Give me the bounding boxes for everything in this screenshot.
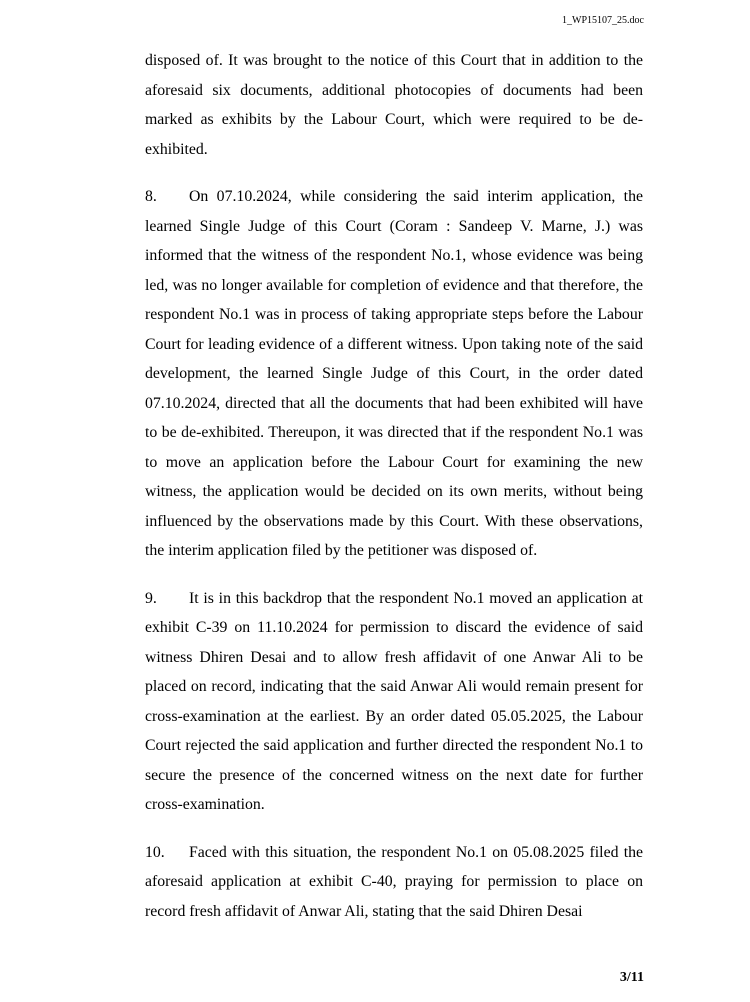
- paragraph-continuation: [145, 46, 643, 164]
- paragraph-9: [145, 584, 643, 820]
- document-body: [145, 46, 643, 944]
- paragraph-text: Faced with this situation, the respondent No.1 on 05.08.2025 filed the aforesaid application at exhibit C-40, praying for permission to place on record fresh affidavit of Anwar Ali, stating that the said Dhiren Desai: [145, 843, 643, 920]
- page-number: 3/11: [619, 970, 644, 985]
- paragraph-10: [145, 838, 643, 927]
- document-file-reference: 1_WP15107_25.doc: [562, 15, 644, 26]
- paragraph-number: 10.: [145, 843, 165, 861]
- paragraph-text: disposed of. It was brought to the notice of this Court that in addition to the aforesaid six documents, additional photocopies of documents had been marked as exhibits by the Labour Court, which were required to be de-exhibited.: [145, 52, 643, 158]
- paragraph-number: 8.: [145, 188, 157, 205]
- paragraph-number: 9.: [145, 589, 157, 607]
- paragraph-8: [145, 182, 643, 566]
- paragraph-text: It is in this backdrop that the respondent No.1 moved an application at exhibit C-39 on 11.10.2024 for permission to discard the evidence of said witness Dhiren Desai and to allow fresh affidavit of one Anwar Ali to be placed on record, indicating that the said Anwar Ali would remain present for cross-examination at the earliest. By an order dated 05.05.2025, the Labour Court rejected the said application and further directed the respondent No.1 to secure the presence of the concerned witness on the next date for further cross-examination.: [145, 589, 643, 813]
- paragraph-text: On 07.10.2024, while considering the said interim application, the learned Single Judge of this Court (Coram : Sandeep V. Marne, J.) was informed that the witness of the respondent No.1, whose evidence was being led, was no longer available for completion of evidence and that therefore, the respondent No.1 was in process of taking appropriate steps before the Labour Court for leading evidence of a different witness. Upon taking note of the said development, the learned Single Judge of this Court, in the order dated 07.10.2024, directed that all the documents that had been exhibited will have to be de-exhibited. Thereupon, it was directed that if the respondent No.1 was to move an application before the Labour Court for examining the new witness, the application would be decided on its own merits, without being influenced by the observations made by this Court. With these observations, the interim application filed by the petitioner was disposed of.: [145, 188, 643, 559]
